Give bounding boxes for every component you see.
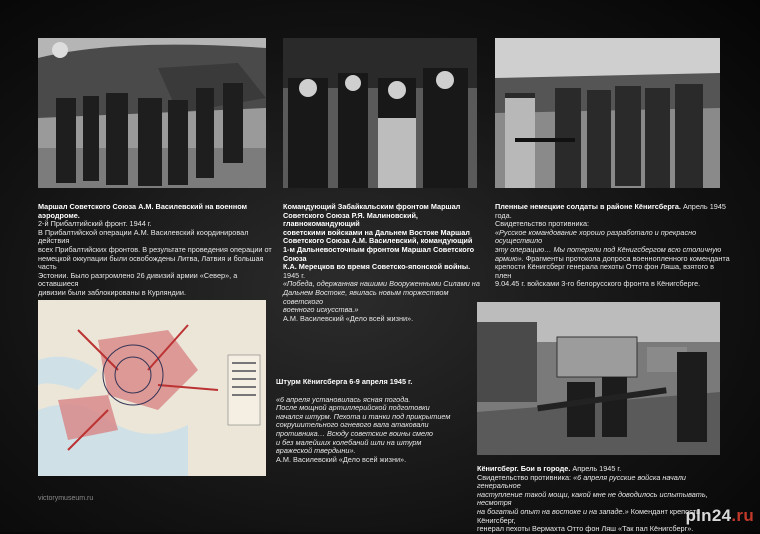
caption-tail: крепости Кёнигсберг генерала пехоты Отто фон Ляша, взятого в плен — [495, 262, 714, 280]
caption-marshals — [283, 203, 488, 323]
caption-title: Штурм Кёнигсберга 6-9 апреля 1945 г. — [276, 377, 413, 386]
caption-date: Апрель 1945 г. — [570, 464, 622, 473]
watermark-main: pln24 — [685, 506, 732, 525]
caption-airfield — [38, 203, 278, 298]
caption-quote: начался штурм. Пехота и танки под прикрытием — [276, 411, 451, 421]
caption-line: немецкой оккупации были освобождены Литва, Латвия и большая часть — [38, 253, 264, 272]
caption-quote: сокрушительного огневого вала атаковали — [276, 420, 429, 430]
watermark-suffix: .ru — [731, 506, 754, 525]
caption-line: всех Прибалтийских фронтов. В результате проведения операции от — [38, 244, 272, 254]
photo-airfield — [38, 38, 266, 188]
watermark-logo — [685, 506, 754, 526]
caption-quote: «Русское командование хорошо разработало и прекрасно осуществило — [495, 227, 697, 246]
photo-prisoners — [495, 38, 720, 188]
caption-date: Апрель 1945 года. — [495, 202, 726, 220]
caption-title: Командующий Забайкальским фронтом Маршал — [283, 202, 461, 211]
caption-quote: После мощной артиллерийской подготовки — [276, 403, 430, 413]
caption-title: Маршал Советского Союза А.М. Василевский на военном аэродроме. — [38, 202, 247, 220]
caption-tail: Комендант крепости Кёнигсберг, — [477, 506, 701, 525]
caption-source: А.М. Василевский «Дело всей жизни». — [276, 454, 407, 464]
caption-title: Кёнигсберг. Бои в городе. — [477, 464, 571, 473]
caption-quote: противника… Всюду советские воины смело — [276, 428, 433, 438]
caption-tail: генерал пехоты Вермахта Отто фон Ляш «Так пал Кёнигсберг». — [477, 524, 694, 534]
caption-quote: на богатый опыт на востоке и на западе.» — [477, 506, 629, 516]
caption-quote: Дальнем Востоке, явилась новым торжеством советского — [283, 287, 449, 306]
caption-line: Эстонии. Было разгромлено 26 дивизий армии «Север», а оставшиеся — [38, 270, 238, 289]
map-koenigsberg-assault — [38, 300, 266, 476]
caption-title: К.А. Мерецков во время Советско-японской войны. — [283, 262, 471, 272]
caption-quote: наступление такой мощи, какой мне не доводилось испытывать, несмотря — [477, 489, 708, 508]
caption-title: Советского Союза А.М. Василевский, командующий — [283, 236, 473, 246]
caption-title: 1-м Дальневосточным фронтом Маршал Советского Союза — [283, 244, 475, 263]
photo-city-battle — [477, 302, 720, 455]
caption-line: 2-й Прибалтийский фронт. 1944 г. — [38, 219, 152, 229]
caption-tail: Фрагменты протокола допроса военнопленного коменданта — [523, 253, 730, 263]
caption-quote: «6 апреля русские войска начали генеральное — [477, 472, 686, 491]
caption-quote: «Победа, одержанная нашими Вооруженными Силами на — [283, 279, 480, 289]
footer-site-url[interactable]: victorymuseum.ru — [38, 495, 94, 502]
caption-year: 1945 г. — [283, 270, 306, 280]
caption-quote: эту операцию… Мы потеряли под Кёнигсбергом всю столичную — [495, 244, 722, 254]
caption-title: Советского Союза Р.Я. Малиновский, главнокомандующий — [283, 210, 418, 229]
caption-prisoners — [495, 203, 730, 289]
photo-marshals — [283, 38, 477, 188]
caption-title: советскими войсками на Дальнем Востоке Маршал — [283, 227, 470, 237]
caption-quote: «6 апреля установилась ясная погода. — [276, 394, 411, 404]
caption-quote: вражеской твердыни». — [276, 446, 356, 456]
caption-tail: 9.04.45 г. войсками 3-го белорусского фронта в Кёнигсберге. — [495, 279, 701, 289]
caption-quote: и без малейших колебаний шли на штурм — [276, 437, 422, 447]
caption-source: А.М. Василевский «Дело всей жизни». — [283, 313, 414, 323]
caption-assault — [276, 378, 466, 464]
caption-quote: армию». — [495, 253, 524, 263]
caption-intro: Свидетельство противника: — [477, 472, 572, 482]
caption-line: дивизии были заблокированы в Курляндии. — [38, 287, 186, 297]
caption-line: В Прибалтийской операции А.М. Василевский координировал действия — [38, 227, 249, 246]
caption-title: Пленные немецкие солдаты в районе Кёнигсберга. — [495, 202, 681, 211]
caption-intro: Свидетельство противника: — [495, 219, 590, 229]
caption-quote: военного искусства.» — [283, 305, 359, 315]
